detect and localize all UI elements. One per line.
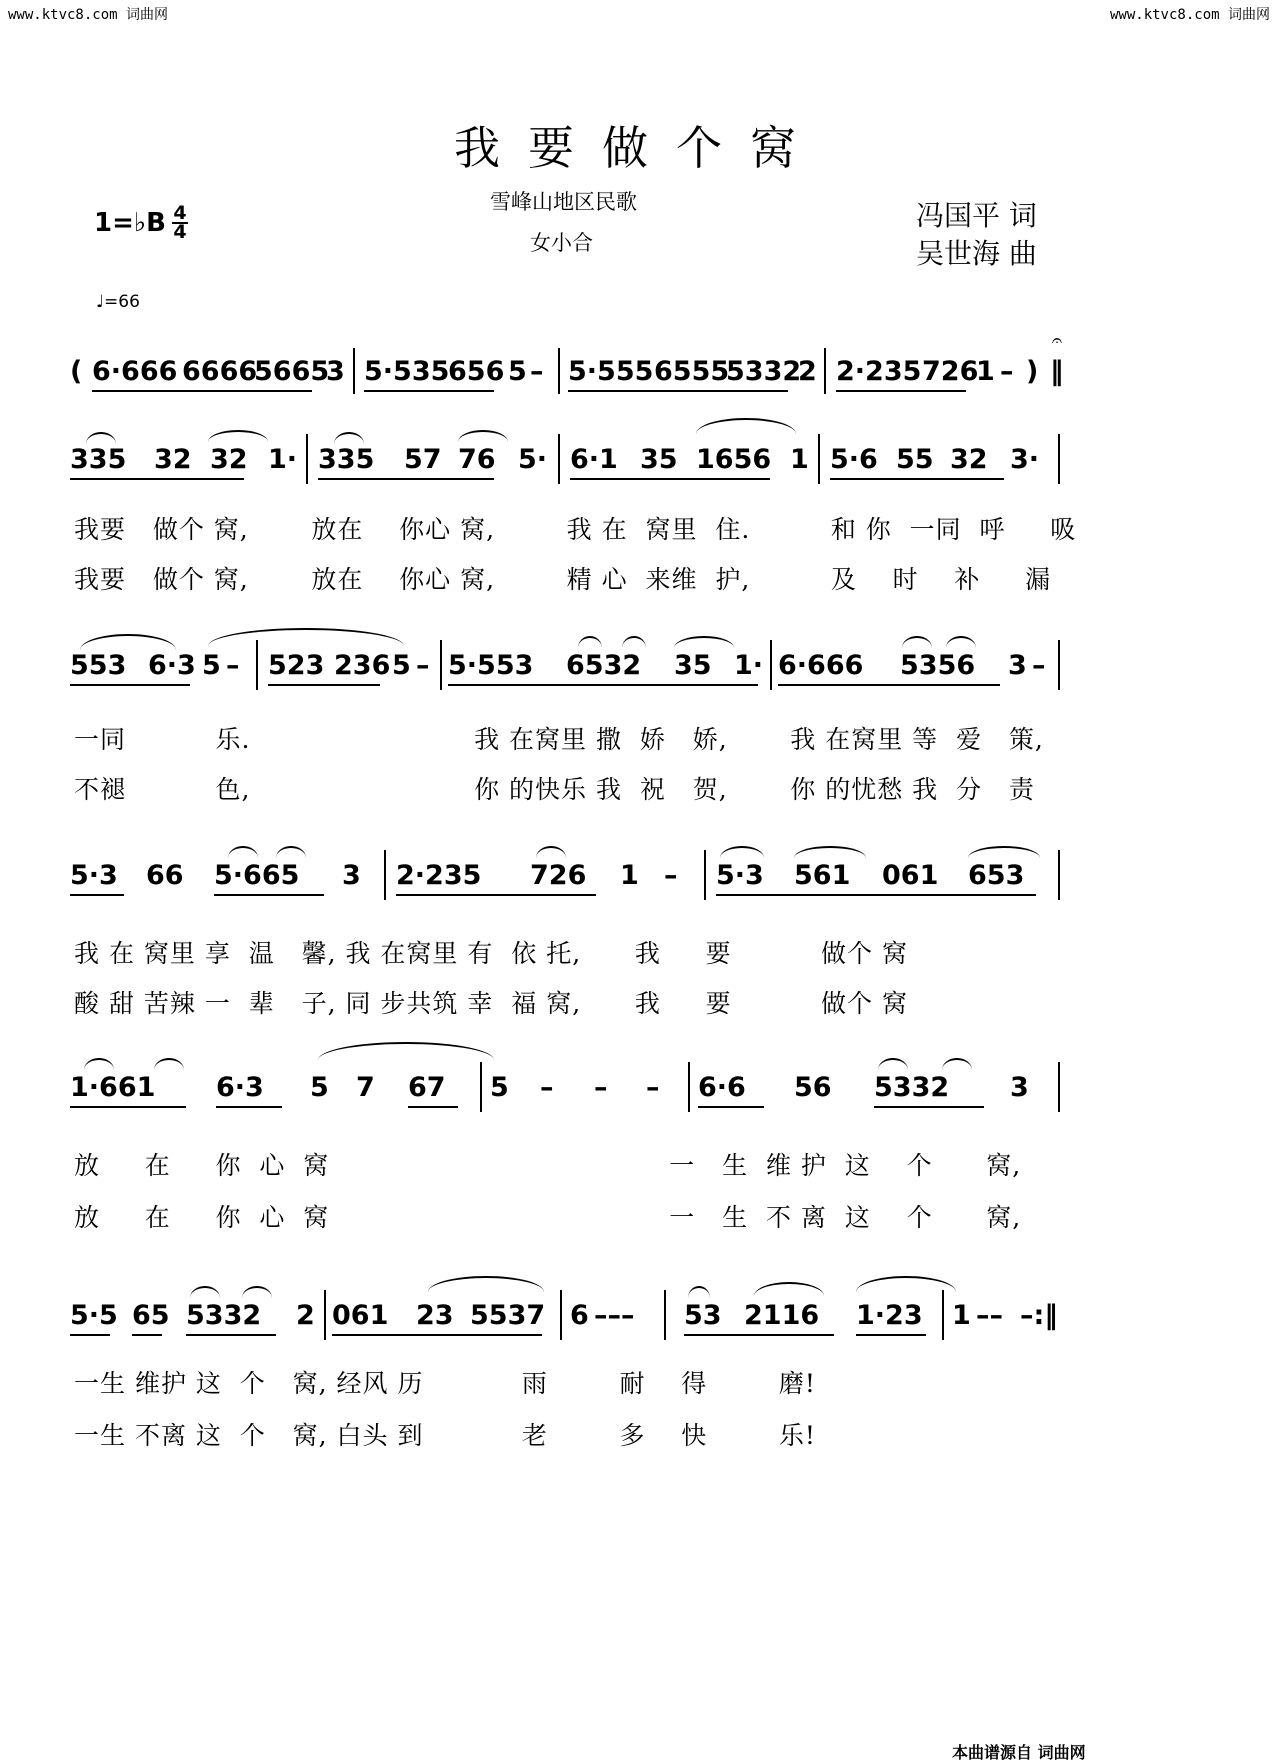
final-barline: ‖ [1050,356,1064,387]
note-group: 6·3 [216,1072,264,1103]
system-3 [70,650,1210,690]
note-group: 2116 [744,1300,820,1331]
note-group: 3 [326,356,345,387]
note-group: 335 [318,444,375,475]
note-group: 5332 [186,1300,262,1331]
lyricist-credit: 冯国平 词 [916,199,1037,232]
note-group: 1·23 [856,1300,923,1331]
note-group: 2·235 [836,356,922,387]
barline [824,348,826,394]
note-group: – [226,650,240,681]
note-group: 76 [458,444,496,475]
note-group: – [530,356,544,387]
lyric-line: 一生 维护 这 个 窝, 经风 历 雨 耐 得 磨! [74,1369,816,1398]
barline [558,434,560,484]
note-group: 5 [508,356,527,387]
note-group: 061 [332,1300,389,1331]
lyric-line: 放 在 你 心 窝 一 生 维 护 这 个 窝, [74,1151,1022,1180]
watermark-left: www.ktvc8.com 词曲网 [8,7,169,23]
barline [306,434,308,484]
note-group: – [540,1072,554,1103]
note-group: 236 [334,650,391,681]
barline [1058,434,1060,484]
note-group: 5 [392,650,411,681]
note-group: 1 [976,356,995,387]
source-text: 本曲谱源自 词曲网 [952,1743,1086,1762]
note-group: 2·235 [396,860,482,891]
barline [704,850,706,900]
system-5 [70,1072,1210,1112]
note-group: 6666 [182,356,258,387]
barline [353,348,355,394]
lyric-line: 一生 不离 这 个 窝, 白头 到 老 多 快 乐! [74,1421,816,1450]
note-group: 1·661 [70,1072,156,1103]
note-group: 3· [1010,444,1040,475]
note-group: 3 [1008,650,1027,681]
note-group: – [1000,356,1014,387]
system-4 [70,860,1210,900]
note-group: 5356 [900,650,976,681]
note-group: – [416,650,430,681]
note-group: 5 [490,1072,509,1103]
note-group: 6·666 [92,356,178,387]
note-group: 2 [296,1300,315,1331]
note-group: 1· [734,650,764,681]
final-repeat: –:‖ [1020,1300,1058,1331]
note-group: 5537 [470,1300,546,1331]
note-group: –– [976,1300,1003,1331]
note-group: 656 [448,356,505,387]
note-group: 55 [896,444,934,475]
time-bottom: 4 [173,221,187,243]
note-group: 57 [404,444,442,475]
barline [1058,1062,1060,1112]
note-group: 335 [70,444,127,475]
note-group: 3 [1010,1072,1029,1103]
note-group: 56 [794,1072,832,1103]
note-group: 5·3 [716,860,764,891]
note-group: 6·3 [148,650,196,681]
note-group: 2 [798,356,817,387]
note-group: 32 [154,444,192,475]
note-group: 5·555 [568,356,654,387]
note-group: 6·1 [570,444,618,475]
barline [324,1290,326,1340]
note-group: 561 [794,860,851,891]
note-group: 5·665 [214,860,300,891]
note-group: – [664,860,678,891]
note-group: ( [70,356,83,387]
note-group: ––– [594,1300,635,1331]
note-group: 5·535 [364,356,450,387]
note-group: 35 [640,444,678,475]
barline [942,1290,944,1340]
barline [664,1290,666,1340]
note-group: 7 [356,1072,375,1103]
fermata-icon: 𝄐 [1052,330,1063,351]
note-group: 726 [530,860,587,891]
note-group: 5332 [726,356,802,387]
note-group: 1 [790,444,809,475]
note-group: – [594,1072,608,1103]
note-group: 061 [882,860,939,891]
lyric-line: 一同 乐. 我 在窝里 撒 娇 娇, 我 在窝里 等 爱 策, [74,725,1044,754]
barline [558,348,560,394]
barline [770,640,772,690]
barline [440,640,442,690]
note-group: 3 [342,860,361,891]
barline [480,1062,482,1112]
note-group: 5·553 [448,650,534,681]
tempo-mark: ♩=66 [96,292,140,312]
system-1 [70,356,1210,396]
system-2 [70,444,1210,484]
note-group: 66 [146,860,184,891]
note-group: 32 [950,444,988,475]
note-group: 6 [570,1300,589,1331]
lyric-line: 放 在 你 心 窝 一 生 不 离 这 个 窝, [74,1203,1022,1232]
note-group: 5· [518,444,548,475]
barline [688,1062,690,1112]
note-group: – [646,1072,660,1103]
note-group: 6·666 [778,650,864,681]
lyric-line: 我要 做个 窝, 放在 你心 窝, 精 心 来维 护, 及 时 补 漏 [74,565,1052,594]
genre-label: 雪峰山地区民歌 [490,190,637,214]
barline [1058,850,1060,900]
key-signature: 1=♭B [94,208,166,238]
watermark-right: www.ktvc8.com 词曲网 [1109,7,1270,23]
note-group: 65 [132,1300,170,1331]
note-group: 53 [684,1300,722,1331]
barline [384,850,386,900]
note-group: 35 [674,650,712,681]
note-group: 5332 [874,1072,950,1103]
note-group: 5 [202,650,221,681]
note-group: ) [1026,356,1039,387]
source-stamp [952,1740,1086,1763]
note-group: 32 [210,444,248,475]
note-group: 726 [922,356,979,387]
note-group: 653 [968,860,1025,891]
note-group: 23 [416,1300,454,1331]
note-group: 5·5 [70,1300,118,1331]
time-top: 4 [173,202,187,224]
barline [560,1290,562,1340]
note-group: 1· [268,444,298,475]
note-group: 6555 [654,356,730,387]
composer-credit: 吴世海 曲 [916,237,1037,270]
note-group: 1 [952,1300,971,1331]
lyric-line: 我要 做个 窝, 放在 你心 窝, 我 在 窝里 住. 和 你 一同 呼 吸 [74,515,1077,544]
lyric-line: 我 在 窝里 享 温 馨, 我 在窝里 有 依 托, 我 要 做个 窝 [74,939,908,968]
barline [256,640,258,690]
note-group: 5665 [254,356,330,387]
barline [1058,640,1060,690]
note-group: 6·6 [698,1072,746,1103]
note-group: 67 [408,1072,446,1103]
lyric-line: 不褪 色, 你 的快乐 我 祝 贺, 你 的忧愁 我 分 责 [74,775,1035,804]
note-group: 553 [70,650,127,681]
lyric-line: 酸 甜 苦辣 一 辈 子, 同 步共筑 幸 福 窝, 我 要 做个 窝 [74,989,908,1018]
note-group: 5 [310,1072,329,1103]
page-title: 我要做个窝 [454,121,824,175]
note-group: – [1032,650,1046,681]
system-6 [70,1300,1210,1340]
time-signature [172,202,188,243]
barline [818,434,820,484]
note-group: 5·6 [830,444,878,475]
note-group: 6532 [566,650,642,681]
note-group: 523 [268,650,325,681]
note-group: 5·3 [70,860,118,891]
performance-label: 女小合 [530,231,593,255]
note-group: 1656 [696,444,772,475]
note-group: 1 [620,860,639,891]
